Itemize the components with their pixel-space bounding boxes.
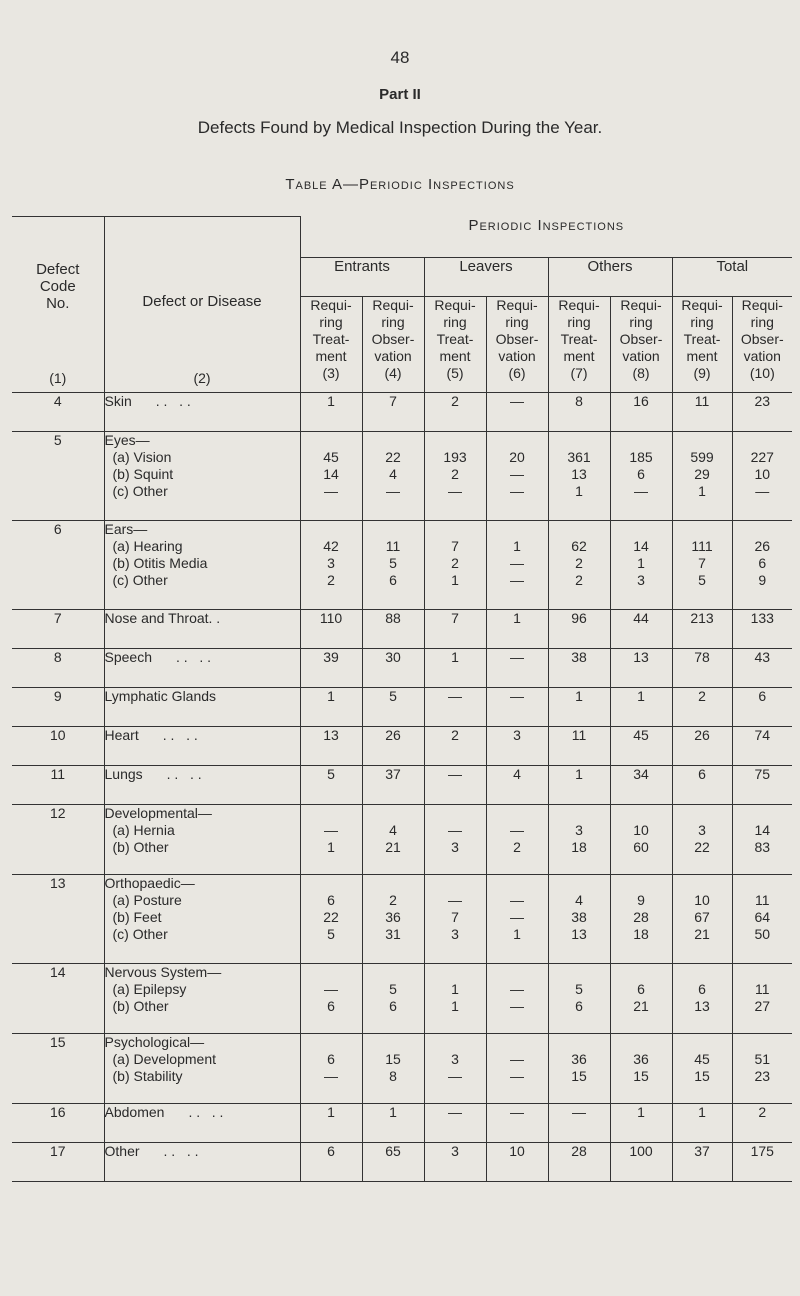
header-group-total: Total — [672, 257, 792, 296]
dot-leader: . . . . — [163, 1142, 199, 1159]
table-row — [12, 963, 792, 1033]
value-cell: 227 10 — — [732, 431, 792, 520]
page-number: 48 — [390, 48, 410, 67]
value-cell: 88 — [362, 609, 424, 648]
table-row — [12, 1142, 792, 1181]
value-cell: 1 — [610, 1103, 672, 1142]
defect-code: 14 — [12, 963, 104, 1033]
dot-leader: . . . . — [162, 726, 198, 743]
value-cell: 7 2 1 — [424, 520, 486, 609]
table-row — [12, 392, 792, 431]
value-cell: 36 15 — [548, 1033, 610, 1103]
value-cell: 26 — [672, 726, 732, 765]
value-cell: 26 — [362, 726, 424, 765]
value-cell: 2 — [732, 1103, 792, 1142]
defect-name: Eyes— (a) Vision (b) Squint (c) Other — [104, 431, 300, 520]
value-cell: 14 1 3 — [610, 520, 672, 609]
value-cell: 30 — [362, 648, 424, 687]
value-cell: 75 — [732, 765, 792, 804]
defect-subcategory: (a) Hernia — [112, 821, 175, 838]
value-cell: 1 — [548, 765, 610, 804]
value-cell: 2 — [424, 392, 486, 431]
value-cell: 6 — [672, 765, 732, 804]
value-cell: 26 6 9 — [732, 520, 792, 609]
defect-name: Lungs . . . . — [104, 765, 300, 804]
value-cell: 38 — [548, 648, 610, 687]
header-code-col-number: (1) — [49, 369, 67, 386]
defects-table — [12, 216, 792, 1182]
part-heading: Part II — [379, 86, 421, 103]
value-cell: — — [486, 687, 548, 726]
header-periodic-inspections: Periodic Inspections — [300, 217, 792, 258]
value-cell: 599 29 1 — [672, 431, 732, 520]
table-row — [12, 520, 792, 609]
table-row — [12, 1033, 792, 1103]
value-cell: — — — [486, 1033, 548, 1103]
value-cell: 43 — [732, 648, 792, 687]
defect-code: 9 — [12, 687, 104, 726]
table-row — [12, 609, 792, 648]
defect-subcategory: (c) Other — [112, 571, 168, 588]
defect-name: Psychological— (a) Development (b) Stability — [104, 1033, 300, 1103]
table-row — [12, 874, 792, 963]
value-cell: 5 6 — [362, 963, 424, 1033]
value-cell: 51 23 — [732, 1033, 792, 1103]
header-col-number: (7) — [570, 364, 588, 381]
value-cell: 6 — [300, 1142, 362, 1181]
value-cell: — — [424, 765, 486, 804]
defect-code: 4 — [12, 392, 104, 431]
defect-code: 11 — [12, 765, 104, 804]
value-cell: — 7 3 — [424, 874, 486, 963]
value-cell: — — [486, 1103, 548, 1142]
header-group-others: Others — [548, 257, 672, 296]
value-cell: 23 — [732, 392, 792, 431]
value-cell: 62 2 2 — [548, 520, 610, 609]
value-cell: — — [548, 1103, 610, 1142]
value-cell: 1 — [300, 687, 362, 726]
value-cell: 11 5 6 — [362, 520, 424, 609]
value-cell: — 1 — [300, 804, 362, 874]
header-col-number: (4) — [384, 364, 402, 381]
defect-code: 10 — [12, 726, 104, 765]
defect-code: 12 — [12, 804, 104, 874]
value-cell: 10 60 — [610, 804, 672, 874]
defect-code: 8 — [12, 648, 104, 687]
value-cell: 36 15 — [610, 1033, 672, 1103]
defect-subcategory: (a) Development — [112, 1050, 216, 1067]
defect-name: Abdomen . . . . — [104, 1103, 300, 1142]
value-cell: — — [486, 392, 548, 431]
page-title: Defects Found by Medical Inspection During the Year. — [197, 118, 603, 137]
value-cell: 34 — [610, 765, 672, 804]
value-cell: 3 18 — [548, 804, 610, 874]
header-subcolumn: Requi- ring Obser- vation (8) — [610, 296, 672, 392]
value-cell: 213 — [672, 609, 732, 648]
table-row — [12, 765, 792, 804]
value-cell: — 3 — [424, 804, 486, 874]
value-cell: 1 1 — [424, 963, 486, 1033]
value-cell: 2 36 31 — [362, 874, 424, 963]
value-cell: 20 — — — [486, 431, 548, 520]
header-subcolumn: Requi- ring Treat- ment (9) — [672, 296, 732, 392]
defect-code: 13 — [12, 874, 104, 963]
value-cell: 13 — [300, 726, 362, 765]
value-cell: — — [486, 648, 548, 687]
value-cell: — 2 — [486, 804, 548, 874]
value-cell: 111 7 5 — [672, 520, 732, 609]
header-code-label: Defect Code No. — [36, 261, 80, 312]
value-cell: 15 8 — [362, 1033, 424, 1103]
value-cell: 37 — [362, 765, 424, 804]
header-col-number: (8) — [632, 364, 650, 381]
defect-subcategory: (a) Vision — [112, 448, 172, 465]
value-cell: 1 — [362, 1103, 424, 1142]
dot-leader: . . . . — [175, 648, 211, 665]
value-cell: — — [424, 1103, 486, 1142]
value-cell: 37 — [672, 1142, 732, 1181]
defect-code: 6 — [12, 520, 104, 609]
value-cell: 78 — [672, 648, 732, 687]
value-cell: 28 — [548, 1142, 610, 1181]
defect-name: Ears— (a) Hearing (b) Otitis Media (c) Other — [104, 520, 300, 609]
header-col-number: (5) — [446, 364, 464, 381]
value-cell: 2 — [424, 726, 486, 765]
table-row — [12, 804, 792, 874]
value-cell: 16 — [610, 392, 672, 431]
value-cell: 5 — [362, 687, 424, 726]
header-subcolumn: Requi- ring Obser- vation (10) — [732, 296, 792, 392]
value-cell: 45 14 — — [300, 431, 362, 520]
value-cell: — — 1 — [486, 874, 548, 963]
value-cell: 6 21 — [610, 963, 672, 1033]
value-cell: 13 — [610, 648, 672, 687]
value-cell: 5 — [300, 765, 362, 804]
value-cell: 11 27 — [732, 963, 792, 1033]
header-group-leavers: Leavers — [424, 257, 548, 296]
header-defect-cell — [104, 217, 300, 393]
dot-leader: . . . . — [155, 392, 191, 409]
value-cell: 1 — [548, 687, 610, 726]
value-cell: 3 — [486, 726, 548, 765]
header-col-number: (6) — [508, 364, 526, 381]
value-cell: — — [424, 687, 486, 726]
value-cell: 4 — [486, 765, 548, 804]
defect-name: Orthopaedic— (a) Posture (b) Feet (c) Other — [104, 874, 300, 963]
header-code-cell — [12, 217, 104, 393]
defect-name: Developmental— (a) Hernia (b) Other — [104, 804, 300, 874]
defect-name: Other . . . . — [104, 1142, 300, 1181]
value-cell: 44 — [610, 609, 672, 648]
value-cell: 1 — [486, 609, 548, 648]
defect-subcategory: (b) Feet — [112, 908, 162, 925]
table-row — [12, 431, 792, 520]
value-cell: 1 — [610, 687, 672, 726]
value-cell: 2 — [672, 687, 732, 726]
table-subtitle: Table A—Periodic Inspections — [285, 176, 515, 193]
value-cell: 4 38 13 — [548, 874, 610, 963]
defect-name: Heart . . . . — [104, 726, 300, 765]
value-cell: 1 — [672, 1103, 732, 1142]
header-defect-label: Defect or Disease — [142, 293, 262, 310]
value-cell: 193 2 — — [424, 431, 486, 520]
defect-subcategory: (b) Other — [112, 997, 169, 1014]
defect-subcategory: (a) Epilepsy — [112, 980, 187, 997]
value-cell: 42 3 2 — [300, 520, 362, 609]
defect-code: 7 — [12, 609, 104, 648]
value-cell: 1 — [424, 648, 486, 687]
value-cell: 6 — [732, 687, 792, 726]
value-cell: 96 — [548, 609, 610, 648]
value-cell: — — — [486, 963, 548, 1033]
value-cell: 9 28 18 — [610, 874, 672, 963]
dot-leader: . . . . — [166, 765, 202, 782]
value-cell: 22 4 — — [362, 431, 424, 520]
value-cell: 1 — [300, 392, 362, 431]
value-cell: 100 — [610, 1142, 672, 1181]
value-cell: 74 — [732, 726, 792, 765]
value-cell: 175 — [732, 1142, 792, 1181]
header-col-number: (10) — [749, 364, 775, 381]
value-cell: 6 13 — [672, 963, 732, 1033]
table-row — [12, 687, 792, 726]
defect-subcategory: (b) Squint — [112, 465, 174, 482]
value-cell: 4 21 — [362, 804, 424, 874]
value-cell: 3 — [424, 1142, 486, 1181]
value-cell: — 6 — [300, 963, 362, 1033]
value-cell: 8 — [548, 392, 610, 431]
value-cell: 10 — [486, 1142, 548, 1181]
table-row — [12, 648, 792, 687]
value-cell: 133 — [732, 609, 792, 648]
defect-subcategory: (c) Other — [112, 482, 168, 499]
defect-code: 15 — [12, 1033, 104, 1103]
table-row — [12, 726, 792, 765]
value-cell: 5 6 — [548, 963, 610, 1033]
value-cell: 11 — [672, 392, 732, 431]
header-col-number: (3) — [322, 364, 340, 381]
defect-subcategory: (a) Hearing — [112, 537, 183, 554]
value-cell: 11 — [548, 726, 610, 765]
defect-name: Skin . . . . — [104, 392, 300, 431]
header-defect-col-number: (2) — [193, 369, 211, 386]
value-cell: 1 — — — [486, 520, 548, 609]
defect-code: 5 — [12, 431, 104, 520]
value-cell: 45 — [610, 726, 672, 765]
value-cell: 3 22 — [672, 804, 732, 874]
defect-name: Nose and Throat. . — [104, 609, 300, 648]
value-cell: 65 — [362, 1142, 424, 1181]
value-cell: 185 6 — — [610, 431, 672, 520]
defect-name: Lymphatic Glands — [104, 687, 300, 726]
defect-subcategory: (b) Other — [112, 838, 169, 855]
defect-subcategory: (a) Posture — [112, 891, 182, 908]
defect-name: Nervous System— (a) Epilepsy (b) Other — [104, 963, 300, 1033]
value-cell: 6 — — [300, 1033, 362, 1103]
header-subcolumn: Requi- ring Treat- ment (3) — [300, 296, 362, 392]
value-cell: 14 83 — [732, 804, 792, 874]
value-cell: 361 13 1 — [548, 431, 610, 520]
value-cell: 7 — [362, 392, 424, 431]
value-cell: 3 — — [424, 1033, 486, 1103]
value-cell: 110 — [300, 609, 362, 648]
value-cell: 7 — [424, 609, 486, 648]
defect-subcategory: (b) Stability — [112, 1067, 183, 1084]
value-cell: 39 — [300, 648, 362, 687]
defect-name: Speech . . . . — [104, 648, 300, 687]
header-group-entrants: Entrants — [300, 257, 424, 296]
header-subcolumn: Requi- ring Treat- ment (5) — [424, 296, 486, 392]
header-subcolumn: Requi- ring Obser- vation (4) — [362, 296, 424, 392]
value-cell: 10 67 21 — [672, 874, 732, 963]
value-cell: 11 64 50 — [732, 874, 792, 963]
header-subcolumn: Requi- ring Treat- ment (7) — [548, 296, 610, 392]
value-cell: 1 — [300, 1103, 362, 1142]
dot-leader: . . . . — [188, 1103, 224, 1120]
defect-code: 17 — [12, 1142, 104, 1181]
value-cell: 45 15 — [672, 1033, 732, 1103]
defect-subcategory: (b) Otitis Media — [112, 554, 208, 571]
header-col-number: (9) — [693, 364, 711, 381]
table-row — [12, 1103, 792, 1142]
value-cell: 6 22 5 — [300, 874, 362, 963]
header-subcolumn: Requi- ring Obser- vation (6) — [486, 296, 548, 392]
defect-subcategory: (c) Other — [112, 925, 168, 942]
defect-code: 16 — [12, 1103, 104, 1142]
